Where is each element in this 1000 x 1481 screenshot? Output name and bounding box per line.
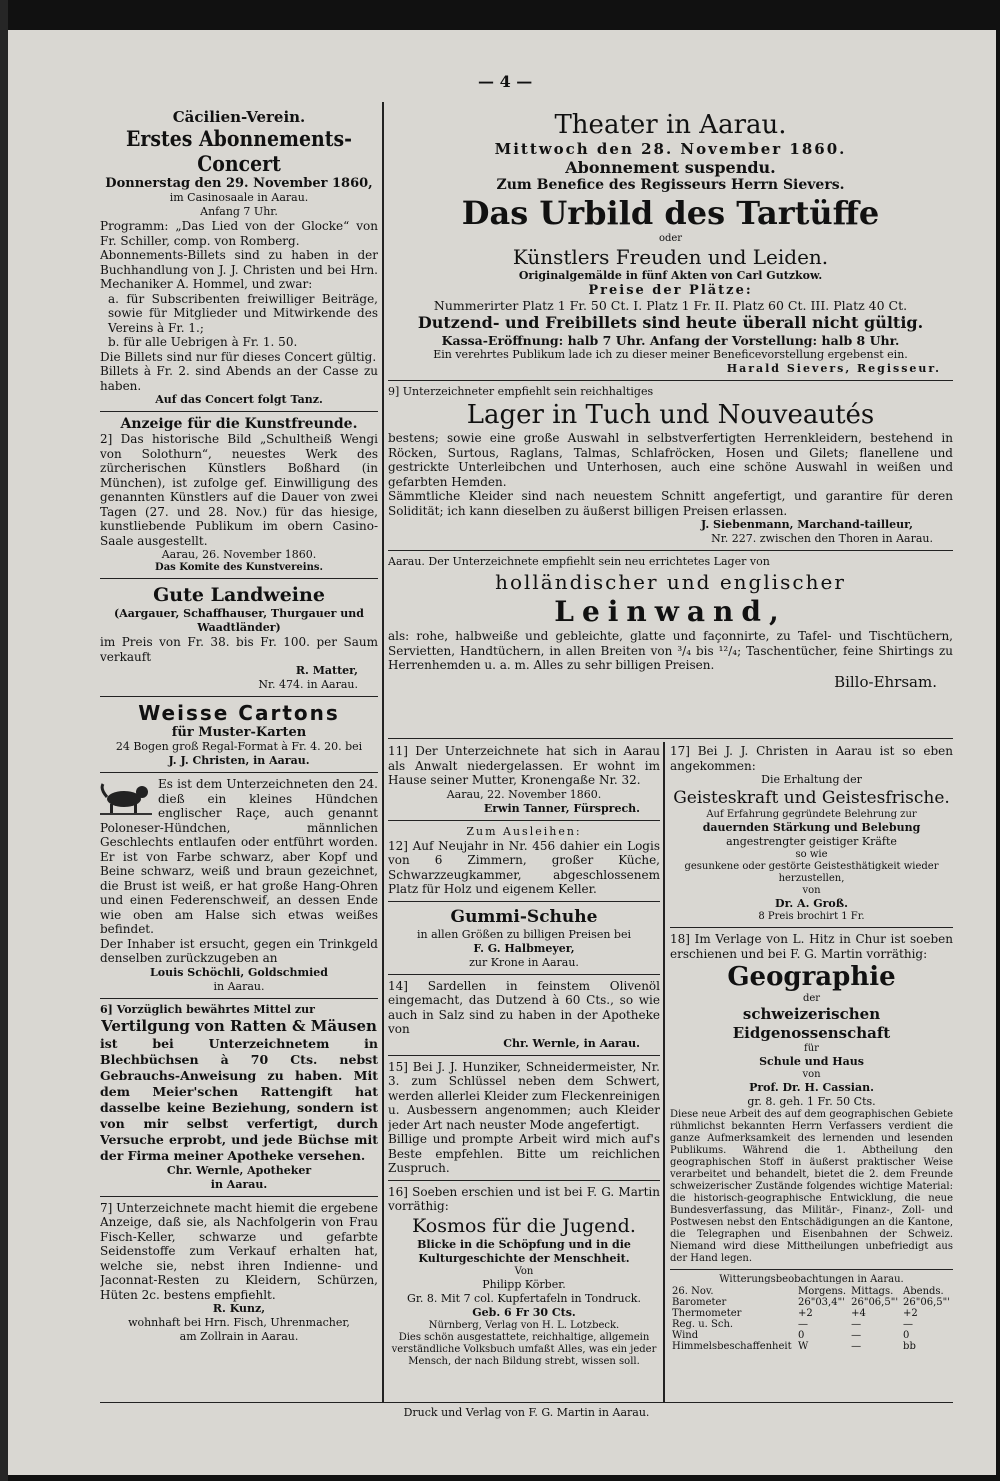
gummi-ad (388, 906, 660, 970)
leinwand-intro: Aarau. Der Unterzeichnete empfiehlt sein neu errichtetes Lager von (388, 555, 770, 568)
concert-price-b: b. für alle Uebrigen à Fr. 1. 50. (108, 335, 298, 349)
cartons-seller: J. J. Christen, in Aarau. (168, 754, 310, 767)
divider (388, 820, 660, 821)
erhaltung-l4: so wie (795, 849, 828, 860)
play-oder: oder (658, 233, 683, 244)
weather-header-cell: Morgens. (798, 1286, 847, 1297)
erhaltung-l1: Auf Erfahrung gegründete Belehrung zur (706, 809, 917, 820)
tuch-addr: Nr. 227. zwischen den Thoren in Aarau. (711, 532, 933, 545)
erhaltung-t2: Geisteskraft und Geistesfrische. (673, 788, 950, 808)
leinwand-sign: Billo-Ehrsam. (834, 672, 937, 691)
prices-list: Nummerirter Platz 1 Fr. 50 Ct. I. Platz 1 Fr. II. Platz 60 Ct. III. Platz 40 Ct. (433, 298, 908, 313)
geographie-author: Prof. Dr. H. Cassian. (749, 1081, 874, 1094)
kosmos-von: Von (514, 1265, 534, 1277)
hunziker-ad (388, 1060, 660, 1176)
cartons-body: 24 Bogen groß Regal-Format à Fr. 4. 20. bei (115, 740, 363, 753)
weather-cell: Barometer (672, 1297, 727, 1308)
kosmos-author: Philipp Körber. (482, 1277, 566, 1291)
kosmos-intro: 16] Soeben erschien und ist bei F. G. Martin vorräthig: (388, 1184, 660, 1213)
tuch-body: bestens; sowie eine große Auswahl in selbstverfertigten Herrenkleidern, bestehend in Röcken, Surtous, Raglans, Talmas, Schlafröcken, Hosen und Gilets; flanellene und gestrickte Unterleibchen und Unterhosen, auch eine schöne Auswahl in weißen und gefarbten Hemden. (388, 431, 953, 489)
weather-cell: W (798, 1341, 809, 1352)
divider (388, 1180, 660, 1181)
divider (388, 738, 953, 739)
divider (670, 927, 953, 928)
erhaltung-ad (670, 744, 953, 923)
weather-grid (670, 1286, 953, 1352)
erhaltung-author: Dr. A. Groß. (775, 897, 848, 910)
hunziker-body: 15] Bei J. J. Hunziker, Schneidermeister, Nr. 3. zum Schlüssel neben dem Schwert, werden allerlei Kleider zum Fleckenreinigen u. Ausbessern angenommen; auch Kleider jeder Art nach neuster Mode angefertigt. (388, 1059, 660, 1132)
newspaper-page (8, 30, 996, 1475)
erhaltung-l5: gesunkene oder gestörte Geistesthätigkeit wieder herzustellen, (684, 861, 939, 884)
leinwand-body: als: rohe, halbweiße und gebleichte, glatte und façonnirte, zu Tafel- und Tischtüchern, Servietten, Handtüchern, in allen Breiten von ³/₄ bis ¹²/₄; Taschentücher, feine Shirtings zu Herrenhemden u. a. m. Alles zu sehr billigen Preisen. (388, 629, 953, 672)
caecilien-org: Cäcilien-Verein. (172, 108, 306, 126)
theater-date: Mittwoch den 28. November 1860. (494, 140, 847, 158)
divider (100, 1196, 378, 1197)
weather-cell: — (798, 1319, 808, 1330)
sardellen-ad (388, 979, 660, 1051)
anwalt-ad (388, 744, 660, 816)
hund-request: Der Inhaber ist ersucht, gegen ein Trinkgeld denselben zurückzugeben an (100, 936, 378, 965)
weather-cell: — (851, 1319, 862, 1330)
concert-dance: Auf das Concert folgt Tanz. (155, 393, 323, 406)
freibillets-note: Dutzend- und Freibillets sind heute überall nicht gültig. (417, 313, 924, 332)
theater-abo: Abonnement suspendu. (565, 158, 776, 177)
geographie-schule: Schule und Haus (759, 1055, 864, 1068)
concert-title: Erstes Abonnements-Concert (126, 126, 352, 176)
wein-name: R. Matter, (295, 664, 358, 677)
caecilien-ad (100, 108, 378, 407)
theater-times: Kassa-Eröffnung: halb 7 Uhr. Anfang der Vorstellung: halb 8 Uhr. (441, 333, 900, 348)
geographie-desc: Diese neue Arbeit des auf dem geographischen Gebiete rühmlichst bekannten Herrn Verfassers verdient die ganze Aufmerksamkeit des lernenden und lesenden Publikums. Während die 1. Abtheilung den geographischen Stoff in äußerst praktischer Weise verarbeitet und behandelt, bietet die 2. dem Freunde schweizerischer Zustände folgendes wichtige Material: die historisch-geographische Entwicklung, die neue Bundesverfassung, das Militär-, Finanz-, Zoll- und Postwesen nebst den Entschädigungen an die Kantone, die Telegraphen und Eisenbahnen der Schweiz. Niemand wird diese Mittheilungen unbefriedigt aus der Hand legen. (670, 1109, 953, 1264)
divider (388, 901, 660, 902)
geographie-title: Geographie (727, 962, 896, 992)
tuch-title: Lager in Tuch und Nouveautés (466, 400, 875, 430)
hund-name: Louis Schöchli, Goldschmied (150, 965, 328, 979)
weather-header-row (670, 1286, 953, 1297)
gummi-body: in allen Größen zu billigen Preisen bei (416, 927, 631, 941)
ratten-title: Vertilgung von Ratten & Mäusen (101, 1016, 377, 1035)
column-rule-2 (663, 742, 665, 1402)
kosmos-format: Gr. 8. Mit 7 col. Kupfertafeln in Tondruck. (407, 1291, 641, 1305)
weather-cell: Reg. u. Sch. (672, 1319, 734, 1330)
weather-cell: +2 (798, 1308, 813, 1319)
seide-body: 7] Unterzeichnete macht hiemit die ergebene Anzeige, daß sie, als Nachfolgerin von Frau Fisch-Keller, schwarze und gefarbte Seidenstoffe zum Verkauf erhalten hat, welche sie, nebst ihren Indienne- und Jaconnat-Resten zu Kleidern, Schürzen, Hüten 2c. bestens empfiehlt. (100, 1200, 378, 1302)
scan-edge (0, 0, 8, 1481)
tuch-body2: Sämmtliche Kleider sind nach neuestem Schnitt angefertigt, und garantire für deren Solidität; ich kann dieselben zu äußerst billigen Preisen erlassen. (388, 489, 953, 518)
wein-ad (100, 583, 378, 692)
ratten-body: ist bei Unterzeichnetem in Blechbüchsen à 70 Cts. nebst Gebrauchs-Anweisung zu haben. Mit dem Meier'schen Rattengift hat dasselbe keine Beziehung, sondern ist von mir selbst verfertigt, durch Versuche erprobt, und jede Büchse mit der Firma meiner Apotheke versehen. (100, 1035, 378, 1163)
ratten-sign: Chr. Wernle, Apotheker (166, 1163, 312, 1177)
weather-row (670, 1319, 953, 1330)
weather-cell: bb (903, 1341, 916, 1352)
weather-header-cell: Mittags. (851, 1286, 894, 1297)
weather-title: Witterungsbeobachtungen in Aarau. (719, 1274, 904, 1285)
divider (100, 578, 378, 579)
concert-place: im Casinosaale in Aarau. (169, 191, 309, 204)
kosmos-sub: Blicke in die Schöpfung und in die Kulturgeschichte der Menschheit. (417, 1237, 631, 1265)
cartons-ad (100, 701, 378, 768)
weather-cell: 0 (798, 1330, 805, 1341)
leinwand-title2: Leinwand, (554, 595, 787, 628)
cartons-sub: für Muster-Karten (171, 725, 307, 740)
weather-cell: Thermometer (672, 1308, 742, 1319)
kunst-ad (100, 416, 378, 574)
seide-ad (100, 1201, 378, 1345)
concert-valid: Die Billets sind nur für dieses Concert gültig. (100, 349, 377, 364)
imprint: Druck und Verlag von F. G. Martin in Aarau. (403, 1406, 650, 1419)
kunst-place-date: Aarau, 26. November 1860. (161, 548, 317, 561)
weather-row (670, 1330, 953, 1341)
divider (388, 974, 660, 975)
weather-table (670, 1274, 953, 1352)
hunziker-body2: Billige und prompte Arbeit wird mich auf's Beste empfehlen. Bitte um reichlichen Zuspruch. (388, 1132, 660, 1175)
concert-tickets: Abonnements-Billets sind zu haben in der Buchhandlung von J. J. Christen und bei Hrn. Mechaniker A. Hommel, und zwar: (100, 248, 378, 291)
gummi-addr: zur Krone in Aarau. (469, 955, 579, 969)
divider (100, 772, 378, 773)
erhaltung-l2: dauernden Stärkung und Belebung (702, 821, 921, 834)
weather-cell: Wind (672, 1330, 699, 1341)
concert-program: Programm: „Das Lied von der Glocke“ von Fr. Schiller, comp. von Romberg. (100, 219, 378, 248)
geographie-von: von (802, 1069, 821, 1080)
logis-title: Zum Ausleihen: (466, 824, 582, 838)
prices-heading: Preise der Plätze: (588, 283, 753, 298)
ratten-intro: 6] Vorzüglich bewährtes Mittel zur (100, 1002, 315, 1016)
divider (100, 411, 378, 412)
footer-rule (100, 1402, 953, 1403)
kunst-body: 2] Das historische Bild „Schultheiß Wengi von Solothurn“, neuestes Werk des zürcherischen Künstlers Boßhard (in München), ist zufolge gef. Einwilligung des genannten Künstlers auf die Dauer von zwei Tagen (27. und 28. Nov.) für das hiesige, kunstliebende Publikum im obern Casino-Saale ausgestellt. (100, 432, 378, 548)
sardellen-sign: Chr. Wernle, in Aarau. (503, 1036, 640, 1050)
ratten-place: in Aarau. (210, 1177, 268, 1191)
play-subtitle: Künstlers Freuden und Leiden. (512, 245, 829, 269)
logis-ad (388, 825, 660, 897)
theater-title: Theater in Aarau. (554, 110, 787, 140)
divider (670, 1269, 953, 1270)
kosmos-publisher: Nürnberg, Verlag von H. L. Lotzbeck. (428, 1319, 620, 1331)
geographie-ad (670, 932, 953, 1265)
geographie-sub: schweizerischen Eidgenossenschaft (732, 1005, 891, 1042)
weather-cell: 26"06,5"' (851, 1297, 899, 1308)
weather-cell: — (851, 1330, 862, 1341)
concert-evening: Billets à Fr. 2. sind Abends an der Casse zu haben. (100, 364, 378, 393)
kosmos-ad (388, 1185, 660, 1368)
hund-place: in Aarau. (213, 979, 265, 993)
column-right (670, 744, 953, 1352)
kunst-sign: Das Komite des Kunstvereins. (155, 562, 323, 573)
weather-header-cell: Abends. (903, 1286, 944, 1297)
weather-cell: +4 (851, 1308, 866, 1319)
leinwand-title1: holländischer und englischer (495, 570, 846, 594)
column-left (100, 108, 378, 1344)
cartons-title: Weisse Cartons (138, 701, 340, 725)
theater-ad (388, 110, 953, 376)
concert-date: Donnerstag den 29. November 1860, (105, 176, 373, 191)
anwalt-place-date: Aarau, 22. November 1860. (446, 787, 602, 801)
wein-body: im Preis von Fr. 38. bis Fr. 100. per Saum verkauft (100, 635, 378, 664)
erhaltung-price: 8 Preis brochirt 1 Fr. (758, 911, 865, 922)
weather-cell: — (903, 1319, 914, 1330)
weather-cell: 26"06,5"' (903, 1297, 950, 1308)
kosmos-price: Geb. 6 Fr 30 Cts. (472, 1305, 576, 1319)
wein-addr: Nr. 474. in Aarau. (258, 678, 358, 691)
theater-invite: Ein verehrtes Publikum lade ich zu dieser meiner Beneficevorstellung ergebenst ein. (433, 348, 908, 361)
hund-ad (100, 777, 378, 994)
geographie-der: der (802, 993, 821, 1004)
wein-title: Gute Landweine (153, 584, 325, 606)
divider (100, 696, 378, 697)
divider (388, 550, 953, 551)
logis-body: 12] Auf Neujahr in Nr. 456 dahier ein Logis von 6 Zimmern, großer Küche, Schwarzzeugkammer, abgeschlossenem Platz für Holz und eigenem Keller. (388, 838, 660, 896)
column-rule-1 (382, 102, 384, 1402)
seide-name: R. Kunz, (212, 1302, 266, 1315)
theater-sign: Harald Sievers, Regisseur. (726, 362, 941, 375)
gummi-title: Gummi-Schuhe (450, 906, 598, 927)
erhaltung-t1: Die Erhaltung der (761, 773, 862, 786)
divider (100, 998, 378, 999)
divider (388, 1055, 660, 1056)
column-wide (388, 110, 953, 691)
anwalt-sign: Erwin Tanner, Fürsprech. (483, 801, 640, 815)
dog-illustration (100, 779, 152, 815)
page-number: — 4 — (478, 72, 533, 91)
ratten-ad (100, 1003, 378, 1192)
geographie-fuer: für (804, 1043, 819, 1054)
seide-addr2: am Zollrain in Aarau. (179, 1330, 299, 1343)
weather-cell: 26"03,4"' (798, 1297, 845, 1308)
leinwand-ad (388, 555, 953, 691)
weather-row (670, 1308, 953, 1319)
erhaltung-intro: 17] Bei J. J. Christen in Aarau ist so eben angekommen: (670, 744, 953, 773)
concert-start: Anfang 7 Uhr. (200, 205, 278, 218)
geographie-format: gr. 8. geh. 1 Fr. 50 Cts. (747, 1095, 876, 1108)
weather-header-cell: 26. Nov. (672, 1286, 714, 1297)
play-title: Das Urbild des Tartüffe (461, 194, 880, 232)
sardellen-body: 14] Sardellen in feinstem Olivenöl eingemacht, das Dutzend à 60 Cts., so wie auch in Salz sind zu haben in der Apotheke von (388, 978, 660, 1036)
tuch-ad (388, 385, 953, 546)
weather-row (670, 1297, 953, 1308)
wein-sub: (Aargauer, Schaffhauser, Thurgauer und Waadtländer) (114, 607, 364, 634)
weather-row (670, 1341, 953, 1352)
kunst-title: Anzeige für die Kunstfreunde. (120, 416, 358, 432)
weather-cell: — (851, 1341, 862, 1352)
erhaltung-l3: angestrengter geistiger Kräfte (726, 835, 897, 848)
divider (388, 380, 953, 381)
kosmos-title: Kosmos für die Jugend. (412, 1214, 636, 1237)
geographie-intro: 18] Im Verlage von L. Hitz in Chur ist soeben erschienen und bei F. G. Martin vorräthig: (670, 932, 953, 961)
theater-benefice: Zum Benefice des Regisseurs Herrn Sievers. (496, 177, 845, 193)
weather-cell: 0 (903, 1330, 910, 1341)
weather-cell: +2 (903, 1308, 918, 1319)
seide-addr1: wohnhaft bei Hrn. Fisch, Uhrenmacher, (128, 1316, 350, 1329)
tuch-sign: J. Siebenmann, Marchand-tailleur, (701, 518, 913, 531)
gummi-name: F. G. Halbmeyer, (473, 941, 575, 955)
concert-price-a: a. für Subscribenten freiwilliger Beiträge, sowie für Mitglieder und Mitwirkende des Vereins à Fr. 1.; (108, 291, 378, 335)
erhaltung-von: von (802, 885, 821, 896)
hund-body: Es ist dem Unterzeichneten den 24. dieß ein kleines Hündchen englischer Raçe, auch genannt Poloneser-Hündchen, männlichen Geschlechts entlaufen oder entführt worden. Er ist von Farbe schwarz, aber Kopf und Beine schwarz, weiß und braun gezeichnet, die Brust ist weiß, er hat große Hang-Ohren und einen Federenschweif, an dessen Ende wie oben am Halse sich etwas weißes befindet. (100, 777, 378, 936)
play-orig: Originalgemälde in fünf Akten von Carl Gutzkow. (518, 269, 823, 282)
anwalt-body: 11] Der Unterzeichnete hat sich in Aarau als Anwalt niedergelassen. Er wohnt im Hause seiner Mutter, Kronengaße Nr. 32. (388, 744, 660, 787)
tuch-intro: 9] Unterzeichneter empfiehlt sein reichhaltiges (388, 385, 654, 398)
weather-cell: Himmelsbeschaffenheit (672, 1341, 792, 1352)
kosmos-desc: Dies schön ausgestattete, reichhaltige, allgemein verständliche Volksbuch umfaßt Alles, was ein jeder Mensch, der nach Bildung strebt, wissen soll. (391, 1331, 657, 1367)
column-mid (388, 744, 660, 1368)
